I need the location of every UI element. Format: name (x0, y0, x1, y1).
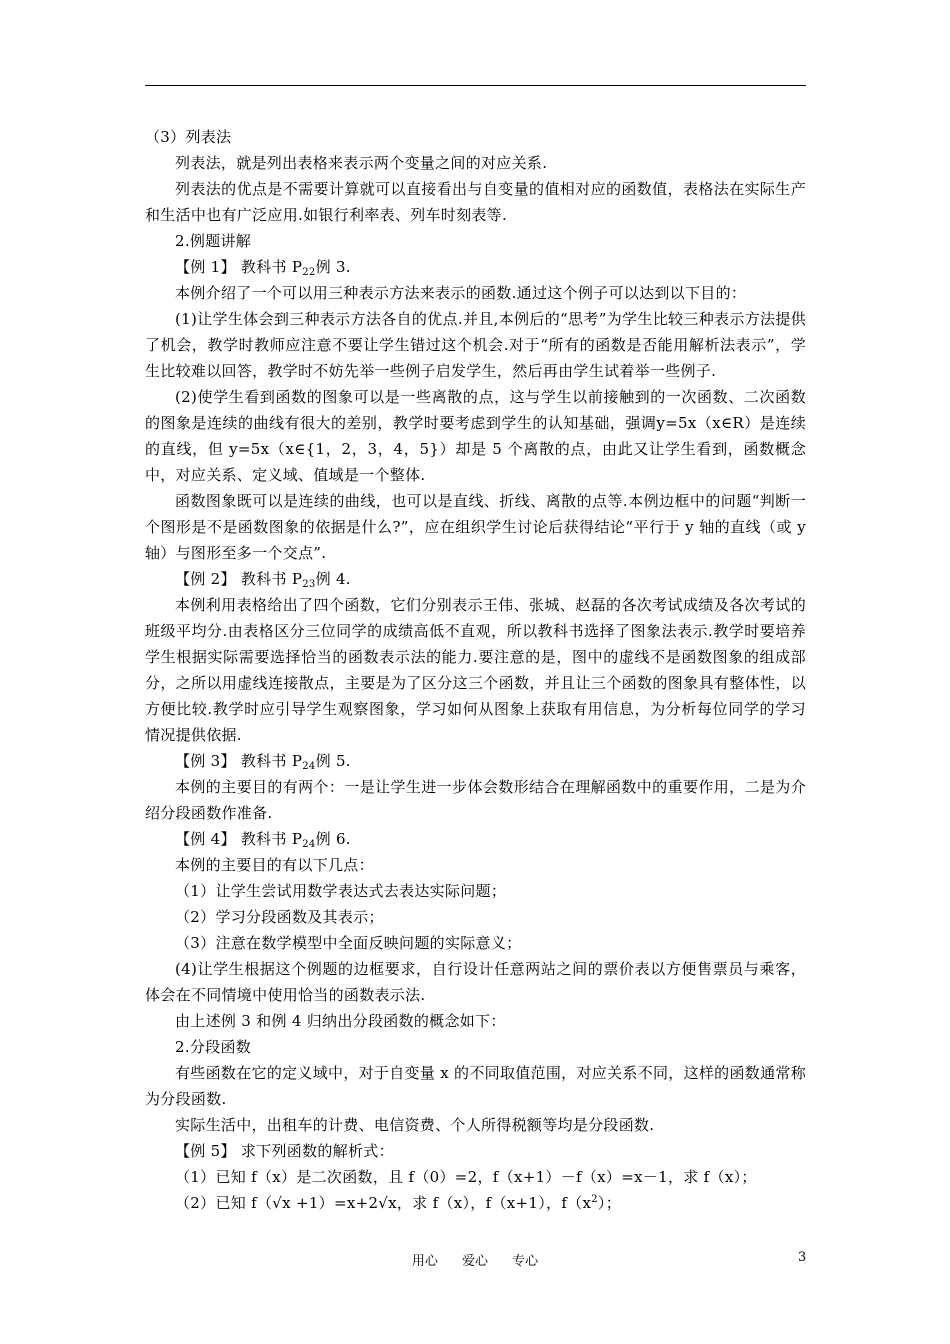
document-body (145, 124, 806, 1216)
paragraph: 本例利用表格给出了四个函数，它们分别表示王伟、张城、赵磊的各次考试成绩及各次考试的班级平均分.由表格区分三位同学的成绩高低不直观，所以教科书选择了图象法表示.教学时要培养学生根据实际需要选择恰当的函数表示法的能力.要注意的是，图中的虚线不是函数图象的组成部分，之所以用虚线连接散点，主要是为了区分这三个函数，并且让三个函数的图象具有整体性，以方便比较.教学时应引导学生观察图象，学习如何从图象上获取有用信息，为分析每位同学的学习情况提供依据. (145, 596, 806, 744)
example-heading: 【例 1】 教科书 $P_{22}$例 3. (175, 258, 351, 278)
problem-item: （2）已知 f（√x +1）=x+2√x，求 f（x），f（x+1），$f(x^2)$； (175, 1194, 622, 1212)
paragraph: 本例的主要目的有两个：一是让学生进一步体会数形结合在理解函数中的重要作用，二是为介绍分段函数作准备. (145, 778, 806, 822)
paragraph: (1)让学生体会到三种表示方法各自的优点.并且,本例后的“思考”为学生比较三种表示方法提供了机会，教学时教师应注意不要让学生错过这个机会.对于“所有的函数是否能用解析法表示”，学生比较难以回答，教学时不妨先举一些例子启发学生，然后再由学生试着举一些例子. (145, 310, 806, 380)
example-heading: 【例 5】 求下列函数的解析式： (175, 1142, 394, 1160)
paragraph: 本例介绍了一个可以用三种表示方法来表示的函数.通过这个例子可以达到以下目的： (175, 284, 747, 302)
list-item: （3）注意在数学模型中全面反映问题的实际意义； (175, 934, 522, 952)
problem-item: （1）已知 f（x）是二次函数，且 f（0）=2，f（x+1）－f（x）=x－1，求 f（x）； (175, 1168, 757, 1186)
example-heading: 【例 3】 教科书 $P_{24}$例 5. (175, 752, 351, 772)
paragraph: 实际生活中，出租车的计费、电信资费、个人所得税额等均是分段函数. (175, 1116, 655, 1134)
example-heading: 【例 4】 教科书 $P_{24}$例 6. (175, 830, 351, 850)
paragraph: 列表法的优点是不需要计算就可以直接看出与自变量的值相对应的函数值，表格法在实际生产和生活中也有广泛应用.如银行利率表、列车时刻表等. (145, 180, 806, 224)
example-heading: 【例 2】 教科书 $P_{23}$例 4. (175, 570, 351, 590)
footer-motto: 用心 爱心 专心 (411, 1254, 539, 1269)
page-number: 3 (798, 1250, 807, 1265)
section-heading: 2.例题讲解 (175, 232, 252, 250)
paragraph: 函数图象既可以是连续的曲线，也可以是直线、折线、离散的点等.本例边框中的问题“判断一个图形是不是函数图象的依据是什么?”，应在组织学生讨论后获得结论“平行于 y 轴的直线（或 y 轴）与图形至多一个交点”. (145, 492, 806, 562)
list-item: （2）学习分段函数及其表示； (175, 908, 384, 926)
paragraph: 列表法，就是列出表格来表示两个变量之间的对应关系. (175, 154, 548, 172)
section-heading: 2.分段函数 (175, 1038, 252, 1056)
paragraph: (2)使学生看到函数的图象可以是一些离散的点，这与学生以前接触到的一次函数、二次函数的图象是连续的曲线有很大的差别，教学时要考虑到学生的认知基础，强调y=5x（x∈R）是连续的直线，但 y=5x（x∈{1，2，3，4，5}）却是 5 个离散的点，由此又让学生看到，函数概念中，对应关系、定义域、值域是一个整体. (145, 388, 806, 484)
paragraph: 有些函数在它的定义域中，对于自变量 x 的不同取值范围，对应关系不同，这样的函数通常称为分段函数. (145, 1064, 806, 1108)
paragraph: 本例的主要目的有以下几点： (175, 856, 374, 874)
paragraph: （3）列表法 (145, 128, 232, 146)
header-rule (145, 85, 806, 86)
paragraph: 由上述例 3 和例 4 归纳出分段函数的概念如下： (175, 1012, 506, 1030)
list-item: （1）让学生尝试用数学表达式去表达实际问题； (175, 882, 507, 900)
list-item: (4)让学生根据这个例题的边框要求，自行设计任意两站之间的票价表以方便售票员与乘客，体会在不同情境中使用恰当的函数表示法. (145, 960, 806, 1004)
